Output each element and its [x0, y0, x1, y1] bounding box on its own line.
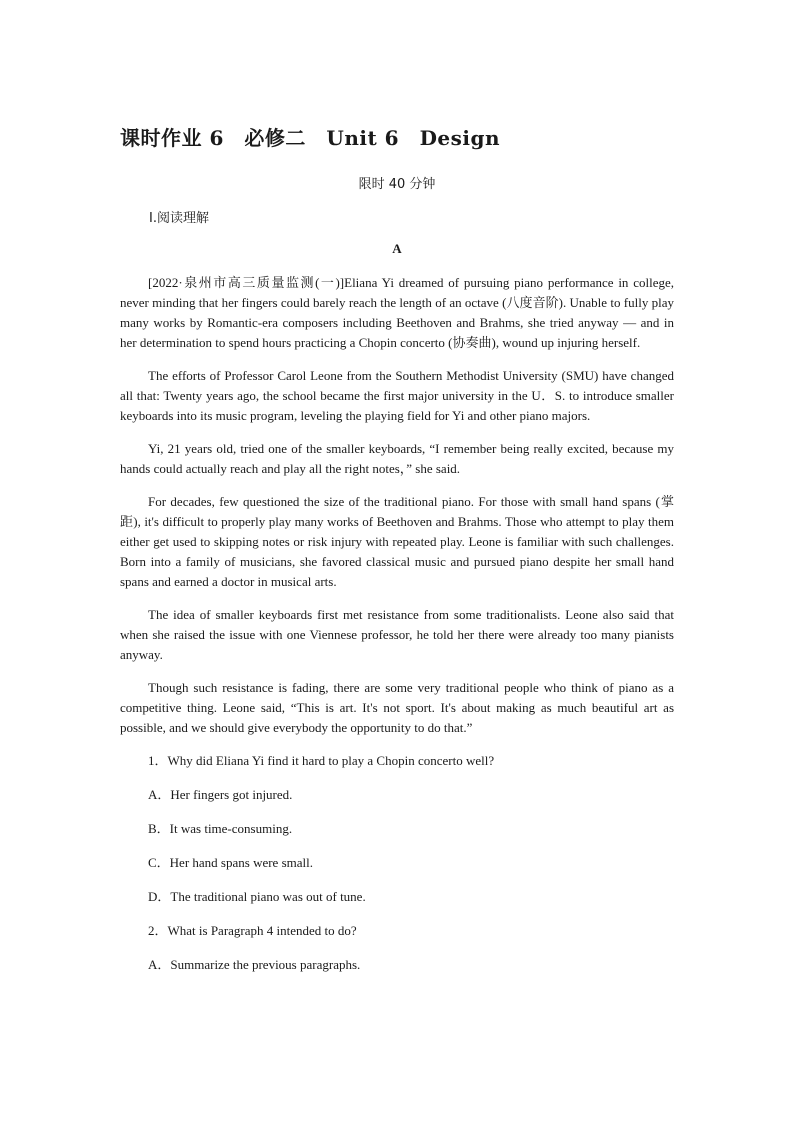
question-1: 1．Why did Eliana Yi find it hard to play a Chopin concerto well? — [148, 753, 495, 768]
paragraph: Though such resistance is fading, there are some very traditional people who think of piano as a competitive thing. Leone said, “This is art. It's not sport. It's about making as much beautiful art as possible, and we should give everybody the opportunity to do that.” — [120, 680, 674, 735]
question-2: 2．What is Paragraph 4 intended to do? — [148, 923, 357, 938]
paragraph: The idea of smaller keyboards first met resistance from some traditionalists. Leone also said that when she raised the issue with one Viennese professor, he told her there were already too many pianists anyway. — [120, 607, 674, 662]
option-1d: D．The traditional piano was out of tune. — [148, 889, 366, 904]
paragraph: [2022·泉州市高三质量监测(一)]Eliana Yi dreamed of pursuing piano performance in college, never minding that her fingers could barely reach the length of an octave (八度音阶). Unable to fully play many works by Romantic-era composers including Beethoven and Brahms, she tried anyway — and in her determination to spend hours practicing a Chopin concerto (协奏曲), wound up injuring herself. — [120, 275, 674, 350]
page-title: 课时作业 6 必修二 Unit 6 Design — [120, 126, 501, 150]
option-1c: C．Her hand spans were small. — [148, 855, 313, 870]
paragraph: Yi, 21 years old, tried one of the smaller keyboards, “I remember being really excited, because my hands could actually reach and play all the right notes，” she said. — [120, 441, 674, 476]
option-1b: B．It was time-consuming. — [148, 821, 293, 836]
passage-body — [120, 273, 674, 989]
paragraph: The efforts of Professor Carol Leone from the Southern Methodist University (SMU) have changed all that: Twenty years ago, the school became the first major university in the U．S. to introduce smaller keyboards into its music program, leveling the playing field for Yi and other piano majors. — [120, 368, 674, 423]
paragraph: For decades, few questioned the size of the traditional piano. For those with small hand spans (掌距), it's difficult to properly play many works of Beethoven and Brahms. Those who attempt to play them either get used to skipping notes or risk injury with repeated play. Leone is familiar with such challenges. Born into a family of musicians, she favored classical music and pursued piano despite her small hand spans and earned a doctor in musical arts. — [120, 494, 674, 589]
time-limit: 限时 40 分钟 — [358, 177, 436, 192]
section-heading: Ⅰ.阅读理解 — [149, 211, 209, 226]
passage-label: A — [392, 241, 402, 256]
option-1a: A．Her fingers got injured. — [148, 787, 293, 802]
option-2a: A．Summarize the previous paragraphs. — [148, 957, 361, 972]
